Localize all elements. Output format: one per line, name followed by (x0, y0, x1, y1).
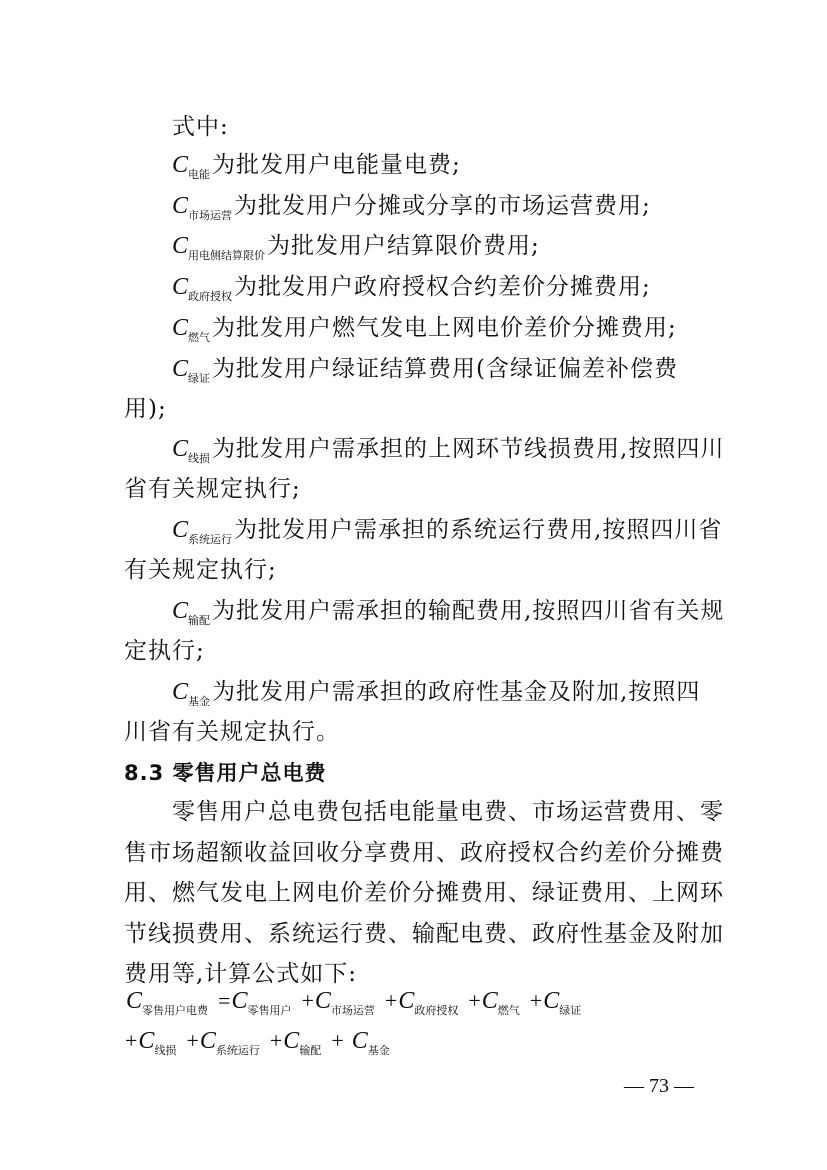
paragraph-line: 售市场超额收益回收分享费用、政府授权合约差价分摊费 (124, 840, 724, 866)
variable-subscript: 输配 (188, 614, 211, 627)
formula-line-2 (124, 1028, 392, 1055)
formula-subscript: 零售用户 (247, 1004, 292, 1017)
variable-subscript: 绿证 (188, 372, 211, 385)
definition-text: 为批发用户绿证结算费用(含绿证偏差补偿费 (212, 356, 678, 382)
definition-text: 为批发用户需承担的系统运行费用,按照四川省 (234, 517, 723, 543)
variable-symbol: C (172, 436, 189, 462)
formula-operator: + (186, 1028, 199, 1053)
formula-variable: C (481, 988, 498, 1014)
formula-variable: C (231, 988, 248, 1014)
definition-text: 为批发用户需承担的政府性基金及附加,按照四 (212, 679, 701, 705)
variable-symbol: C (172, 152, 189, 178)
variable-subscript: 政府授权 (188, 290, 233, 303)
formula-subscript: 输配 (299, 1044, 322, 1057)
section-heading (124, 757, 327, 787)
definition-text: 为批发用户分摊或分享的市场运营费用; (234, 193, 651, 219)
definition-text: 为批发用户政府授权合约差价分摊费用; (234, 274, 651, 300)
definition-line (172, 675, 702, 713)
formula-operator: + (301, 988, 314, 1013)
formula-operator: + (331, 1028, 344, 1053)
formula-variable: C (199, 1028, 216, 1054)
formula-subscript: 基金 (367, 1044, 390, 1057)
definition-text: 为批发用户需承担的输配费用,按照四川省有关规 (212, 598, 725, 624)
variable-symbol: C (172, 517, 189, 543)
definition-line (172, 352, 702, 390)
variable-subscript: 市场运营 (188, 209, 233, 222)
definition-line (172, 432, 725, 470)
definition-continuation: 省有关规定执行; (124, 476, 301, 502)
definition-line (172, 189, 702, 227)
variable-symbol: C (172, 233, 189, 259)
variable-subscript: 燃气 (188, 331, 211, 344)
formula-variable: C (543, 988, 560, 1014)
formula-operator: = (218, 988, 231, 1013)
definition-line (172, 513, 723, 551)
definition-text: 为批发用户需承担的上网环节线损费用,按照四川 (212, 436, 725, 462)
formula-subscript: 绿证 (559, 1004, 582, 1017)
variable-subscript: 系统运行 (188, 533, 233, 546)
variable-symbol: C (172, 679, 189, 705)
paragraph-line: 节线损费用、系统运行费、输配电费、政府性基金及附加 (124, 921, 724, 947)
paragraph-line: 零售用户总电费包括电能量电费、市场运营费用、零 (172, 799, 724, 825)
variable-symbol: C (172, 315, 189, 341)
definition-line (172, 594, 725, 632)
definition-text: 为批发用户结算限价费用; (267, 233, 540, 259)
definition-line (172, 311, 702, 349)
formula-variable: C (126, 988, 143, 1014)
formula-variable: C (314, 988, 331, 1014)
formula-subscript: 零售用户电费 (142, 1004, 209, 1017)
section-title: 零售用户总电费 (172, 761, 327, 785)
formula-subscript: 政府授权 (414, 1004, 459, 1017)
formula-variable: C (283, 1028, 300, 1054)
variable-subscript: 电能 (188, 168, 211, 181)
formula-operator: + (529, 988, 543, 1013)
definition-continuation: 用); (124, 396, 167, 422)
variable-subscript: 线损 (188, 452, 211, 465)
intro-text: 式中: (172, 114, 229, 140)
formula-operator: + (384, 988, 398, 1013)
definition-continuation: 有关规定执行; (124, 557, 277, 583)
definition-line (172, 148, 702, 186)
formula-variable: C (138, 1028, 155, 1054)
formula-subscript: 市场运营 (330, 1004, 375, 1017)
formula-operator: + (125, 1028, 138, 1053)
variable-symbol: C (172, 274, 189, 300)
variable-symbol: C (172, 598, 189, 624)
formula-variable: C (351, 1028, 368, 1054)
variable-symbol: C (172, 356, 189, 382)
variable-subscript: 基金 (188, 695, 211, 708)
formula-variable: C (398, 988, 415, 1014)
formula-subscript: 线损 (154, 1044, 177, 1057)
definition-text: 为批发用户燃气发电上网电价差价分摊费用; (212, 315, 677, 341)
variable-symbol: C (172, 193, 189, 219)
section-number: 8.3 (124, 761, 165, 785)
definition-line (172, 270, 702, 308)
definition-line (172, 229, 702, 267)
formula-operator: + (468, 988, 481, 1013)
definition-continuation: 定执行; (124, 638, 205, 664)
paragraph-line: 费用等,计算公式如下: (124, 961, 358, 987)
formula-operator: + (269, 1028, 283, 1053)
page-number: — 73 — (624, 1075, 694, 1097)
variable-subscript: 用电侧结算限价 (188, 249, 266, 262)
definition-text: 为批发用户电能量电费; (212, 152, 461, 178)
paragraph-line: 用、燃气发电上网电价差价分摊费用、绿证费用、上网环 (124, 880, 724, 906)
formula-subscript: 燃气 (497, 1004, 520, 1017)
definition-continuation: 川省有关规定执行。 (124, 719, 340, 745)
formula-subscript: 系统运行 (215, 1044, 260, 1057)
formula-line-1 (124, 988, 583, 1015)
